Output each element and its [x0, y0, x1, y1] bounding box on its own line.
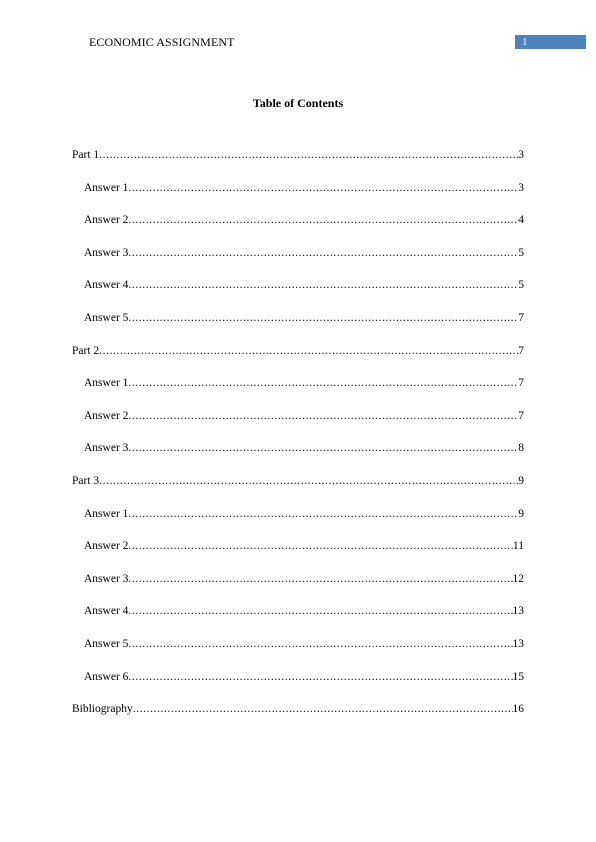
- toc-entry-page[interactable]: 12: [512, 572, 524, 585]
- toc-entry-page[interactable]: 13: [512, 637, 524, 650]
- toc-entry[interactable]: [72, 179, 524, 212]
- toc-entry-page[interactable]: 7: [518, 409, 524, 422]
- toc-dot-leader: [128, 668, 512, 686]
- toc-entry-label[interactable]: Answer 2: [84, 540, 129, 553]
- toc-entry[interactable]: [72, 668, 524, 701]
- toc-entry-page[interactable]: 16: [512, 703, 524, 716]
- toc-entry-label[interactable]: Bibliography: [72, 703, 133, 716]
- toc-entry-page[interactable]: 7: [518, 377, 524, 390]
- toc-dot-leader: [99, 146, 518, 164]
- toc-entry-label[interactable]: Answer 1: [84, 507, 129, 520]
- page-number-badge: 1: [515, 35, 586, 49]
- toc-dot-leader: [128, 537, 513, 555]
- toc-entry-page[interactable]: 3: [518, 181, 524, 194]
- toc-entry-label[interactable]: Answer 2: [84, 409, 129, 422]
- toc-dot-leader: [128, 374, 518, 392]
- toc-dot-leader: [128, 309, 518, 327]
- toc-entry-label[interactable]: Answer 4: [84, 279, 129, 292]
- toc-entry-page[interactable]: 8: [518, 442, 524, 455]
- toc-dot-leader: [128, 179, 518, 197]
- toc-dot-leader: [128, 211, 518, 229]
- toc-entry-label[interactable]: Part 2: [72, 344, 100, 357]
- toc-entry-page[interactable]: 4: [518, 214, 524, 227]
- toc-entry-label[interactable]: Answer 3: [84, 442, 129, 455]
- toc-entry-label[interactable]: Part 3: [72, 474, 100, 487]
- toc-entry[interactable]: [72, 244, 524, 277]
- toc-entry-page[interactable]: 7: [518, 311, 524, 324]
- toc-dot-leader: [99, 472, 518, 490]
- toc-heading: Table of Contents: [252, 96, 344, 110]
- toc-entry[interactable]: [72, 635, 524, 668]
- toc-dot-leader: [128, 505, 518, 523]
- table-of-contents: [72, 146, 524, 733]
- toc-entry-page[interactable]: 15: [512, 670, 524, 683]
- toc-entry[interactable]: [72, 570, 524, 603]
- toc-entry[interactable]: [72, 700, 524, 733]
- toc-entry[interactable]: [72, 602, 524, 635]
- toc-entry-page[interactable]: 9: [518, 507, 524, 520]
- toc-entry-page[interactable]: 9: [518, 474, 524, 487]
- toc-dot-leader: [128, 635, 512, 653]
- toc-entry[interactable]: [72, 309, 524, 342]
- toc-entry-page[interactable]: 5: [518, 279, 524, 292]
- toc-entry[interactable]: [72, 211, 524, 244]
- toc-entry[interactable]: [72, 146, 524, 179]
- toc-dot-leader: [128, 439, 518, 457]
- toc-entry[interactable]: [72, 374, 524, 407]
- toc-entry-label[interactable]: Answer 5: [84, 637, 129, 650]
- toc-entry-page[interactable]: 5: [518, 246, 524, 259]
- toc-dot-leader: [133, 700, 513, 718]
- toc-dot-leader: [128, 602, 512, 620]
- toc-entry-label[interactable]: Answer 3: [84, 572, 129, 585]
- toc-dot-leader: [128, 570, 512, 588]
- toc-entry-label[interactable]: Part 1: [72, 149, 100, 161]
- toc-entry-label[interactable]: Answer 4: [84, 605, 129, 618]
- toc-entry[interactable]: [72, 439, 524, 472]
- toc-entry-label[interactable]: Answer 3: [84, 246, 129, 259]
- toc-entry-label[interactable]: Answer 2: [84, 214, 129, 227]
- toc-entry[interactable]: [72, 342, 524, 375]
- toc-entry[interactable]: [72, 505, 524, 538]
- toc-entry-label[interactable]: Answer 6: [84, 670, 129, 683]
- toc-entry[interactable]: [72, 537, 524, 570]
- toc-dot-leader: [99, 342, 518, 360]
- header-title: ECONOMIC ASSIGNMENT: [89, 35, 235, 49]
- toc-entry-page[interactable]: 7: [518, 344, 524, 357]
- toc-entry-page[interactable]: 11: [512, 540, 524, 553]
- toc-entry-label[interactable]: Answer 1: [84, 181, 129, 194]
- toc-dot-leader: [128, 276, 518, 294]
- toc-entry-page[interactable]: 13: [512, 605, 524, 618]
- toc-entry-label[interactable]: Answer 1: [84, 377, 129, 390]
- toc-dot-leader: [128, 244, 518, 262]
- toc-entry-page[interactable]: 3: [518, 149, 524, 161]
- toc-entry-label[interactable]: Answer 5: [84, 311, 129, 324]
- toc-dot-leader: [128, 407, 518, 425]
- toc-entry[interactable]: [72, 472, 524, 505]
- toc-entry[interactable]: [72, 276, 524, 309]
- toc-entry[interactable]: [72, 407, 524, 440]
